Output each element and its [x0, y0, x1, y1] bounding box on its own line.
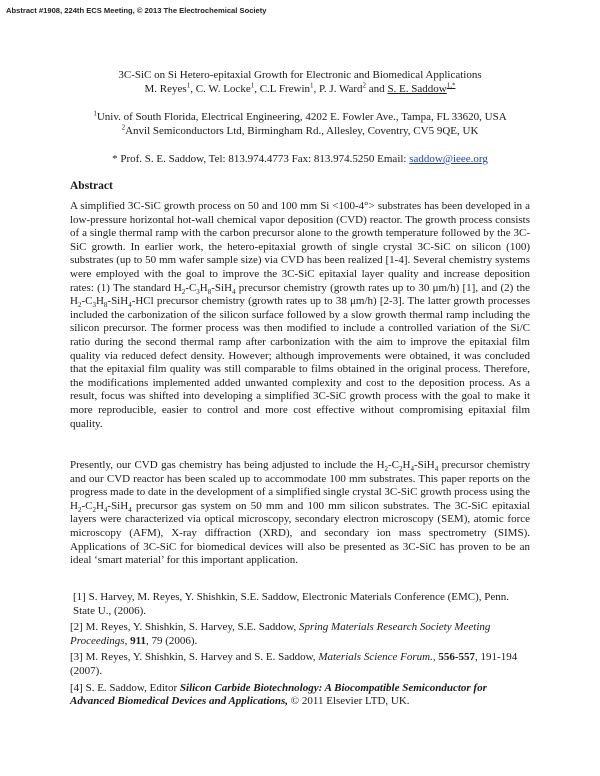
affiliation-mark: 1 [93, 109, 97, 118]
text-run: [3] M. Reyes, Y. Shishkin, S. Harvey and S. E. Saddow, [70, 651, 319, 664]
affiliation-2 [0, 124, 600, 138]
volume-number: 911 [130, 634, 146, 647]
contact-line [0, 152, 600, 166]
subscript: 8 [207, 287, 212, 296]
text-run: -C [185, 281, 197, 294]
subscript: 4 [434, 465, 439, 474]
author-affil-mark: 1 [250, 81, 255, 90]
corresponding-author: S. E. Saddow [387, 83, 447, 95]
author-separator: , [254, 83, 260, 95]
journal-title: Materials Science Forum. [318, 651, 433, 664]
text-run: H [95, 295, 104, 308]
reference-list [70, 591, 532, 712]
text-run: , 79 (2006). [145, 634, 198, 647]
text-run: A simplified 3C-SiC growth process on 50 and 100 mm Si <100-4°> substrates has been developed in a low-pressure horizontal hot-wall chemical vapor deposition (CVD) reactor. The growth process consists of a single thermal ramp with the carbon precursor alone to the growth temperature followed by the 3C-SiC growth. In earlier work, the hetero-epitaxial growth of single crystal 3C-SiC on silicon (100) substrates (up to 50 mm wafer sample size) via CVD has been realized [1-4]. Several chemistry systems were employed with the goal to improve the 3C-SiC epitaxial layer quality and increase deposition rates: (1) The standard H [70, 200, 530, 294]
text-run: © 2011 Elsevier LTD, UK. [288, 695, 410, 708]
paper-title: 3C-SiC on Si Hetero-epitaxial Growth for Electronic and Biomedical Applications [118, 69, 482, 81]
subscript: 4 [128, 505, 132, 514]
affiliation-1 [0, 110, 600, 124]
contact-text: * Prof. S. E. Saddow, Tel: 813.974.4773 Fax: 813.974.5250 Email: [112, 153, 410, 165]
subscript: 4 [128, 301, 132, 310]
text-run: precursor gas system on 50 mm and 100 mm silicon substrates. The 3C-SiC epitaxial layers were characterized via optical microscopy, secondary electron microscopy (SEM), atomic force microscopy (AFM), X-ray diffraction (XRD), and secondary ion mass spectrometry (SIMS). Applications of 3C-SiC for biomedical devices will also be presented as 3C-SiC has proven to be an ideal ‘smart material’ for this important application. [70, 499, 530, 567]
subscript: 2 [181, 287, 186, 296]
author-affil-mark: 1,* [446, 81, 456, 90]
author-name: C. W. Locke [195, 83, 251, 95]
author-name: P. J. Ward [319, 83, 363, 95]
reference-4 [70, 682, 532, 709]
text-run: [2] M. Reyes, Y. Shishkin, S. Harvey, S.E. Saddow, [70, 621, 299, 634]
text-run: -HCl precursor chemistry (growth rates up to 38 μm/h) [2-3]. The latter growth processes included the carbonization of the silicon surface followed by a slow growth thermal ramp including the silicon precursor. The former process was then modified to include a controlled variation of the Si/C ratio during the second thermal ramp after carbonization with the aim to improve the epitaxial film quality via reduced defect density. However; although improvements were obtained, it was concluded that the epitaxial film quality was still comparable to films obtained in the original process. Therefore, the modifications implemented added unwanted complexity and cost to the deposition process. As a result, focus was shifted into developing a simplified 3C-SiC growth process with the goal to make it more reproducible, easier to control and more cost effective without compromising epitaxial film quality. [70, 295, 530, 430]
text-run: precursor chemistry (growth rates up to 30 μm/h) [1], and (2) the H [70, 281, 530, 308]
author-name: C.L Frewin [259, 83, 311, 95]
paper-title-block [0, 68, 600, 96]
text-run: -SiH [107, 499, 129, 512]
text-run: , 191-194 (2007). [70, 651, 518, 677]
abstract-heading: Abstract [70, 180, 113, 192]
subscript: 8 [103, 301, 108, 310]
subscript: 2 [77, 301, 82, 310]
subscript: 4 [232, 287, 236, 296]
subscript: 2 [92, 505, 96, 514]
reference-2 [70, 621, 532, 648]
author-separator: and [366, 83, 388, 95]
affiliation-mark: 2 [121, 123, 126, 132]
subscript: 4 [410, 465, 414, 474]
text-run: , [124, 634, 131, 647]
subscript: 3 [196, 287, 200, 296]
email-link[interactable]: saddow@ieee.org [409, 153, 488, 165]
text-run: precursor chemistry and our CVD reactor has been scaled up to accommodate 100 mm substrates. This paper reports on the progress made to date in the development of a simplified single crystal 3C-SiC growth process using the H [70, 459, 530, 512]
text-run: -SiH [107, 295, 129, 308]
subscript: 2 [77, 505, 82, 514]
text-run: -C [81, 499, 93, 512]
author-name: M. Reyes [144, 83, 187, 95]
text-run: [4] S. E. Saddow, Editor [70, 681, 180, 694]
subscript: 2 [384, 465, 389, 474]
page-header: Abstract #1908, 224th ECS Meeting, © 2013 The Electrochemical Society [6, 6, 267, 15]
subscript: 3 [92, 301, 96, 310]
text-run: H [95, 499, 104, 512]
text-run: H [402, 459, 411, 471]
author-separator: , [190, 83, 196, 95]
subscript: 2 [399, 465, 403, 474]
text-run: -C [388, 459, 400, 471]
text-run: , [432, 651, 439, 664]
affiliation-text: Univ. of South Florida, Electrical Engineering, 4202 E. Fowler Ave., Tampa, FL 33620, USA [96, 111, 507, 123]
text-run: -C [81, 295, 93, 308]
author-separator: , [313, 83, 320, 95]
text-run: -SiH [211, 281, 233, 294]
author-affil-mark: 1 [310, 81, 314, 90]
volume-number: 556-557 [438, 651, 476, 664]
affiliations [0, 110, 600, 138]
author-affil-mark: 2 [362, 81, 367, 90]
text-run: Presently, our CVD gas chemistry has being adjusted to include the H [70, 459, 385, 471]
journal-title: Spring Materials Research Society Meeting Proceedings [70, 621, 491, 647]
reference-1: [1] S. Harvey, M. Reyes, Y. Shishkin, S.E. Saddow, Electronic Materials Conference (EMC), Penn. State U., (2006). [73, 591, 510, 617]
text-run: -SiH [413, 459, 435, 471]
abstract-paragraph-2 [70, 459, 530, 568]
reference-3 [70, 651, 532, 678]
book-title: Silicon Carbide Biotechnology: A Biocompatible Semiconductor for Advanced Biomedical Devices and Applications, [70, 681, 487, 708]
subscript: 4 [103, 505, 108, 514]
affiliation-text: Anvil Semiconductors Ltd, Birmingham Rd., Allesley, Coventry, CV5 9QE, UK [125, 125, 479, 137]
abstract-paragraph-1 [70, 200, 530, 431]
author-affil-mark: 1 [186, 81, 191, 90]
text-run: H [199, 281, 208, 294]
author-list [0, 82, 600, 96]
